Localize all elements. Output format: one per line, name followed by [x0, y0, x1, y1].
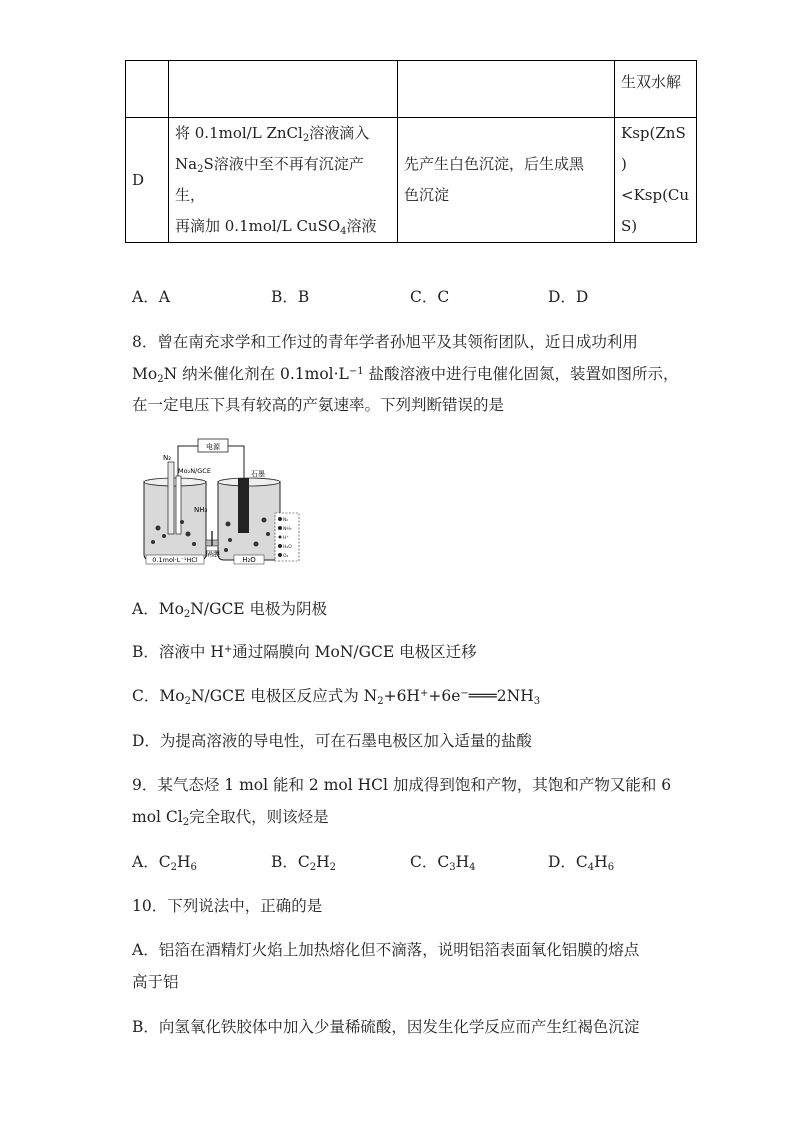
table-cell: [615, 61, 697, 118]
q8-stem-line3: 在一定电压下具有较高的产氨速率。下列判断错误的是: [132, 396, 505, 414]
table-cell: [398, 118, 615, 243]
q10-option-a-line1: A．铝箔在酒精灯火焰上加热熔化但不滴落，说明铝箔表面氧化铝膜的熔点: [132, 941, 640, 959]
svg-text:H₂O: H₂O: [283, 545, 292, 550]
q7-option-a: A．A: [132, 288, 170, 306]
nh3-label: NH₃: [194, 506, 208, 514]
conclusion-text: Ksp(ZnS ) <Ksp(Cu S): [621, 124, 690, 235]
q9-stem-line1: 9．某气态烃 1 mol 能和 2 mol HCl 加成得到饱和产物，其饱和产物又能和 6: [132, 776, 672, 794]
q9-option-c: C．$C_3H_4$: [410, 853, 476, 873]
q7-option-d: D．D: [548, 288, 589, 306]
row-label: D: [132, 170, 145, 189]
q8-option-b: B．溶液中 H+通过隔膜向 MoN/GCE 电极区迁移: [132, 643, 477, 661]
table-cell: [615, 118, 697, 243]
power-label: 电源: [206, 443, 220, 451]
q10-stem: 10．下列说法中，正确的是: [132, 897, 323, 915]
table-cell: [126, 61, 169, 118]
electrolysis-diagram: [138, 436, 300, 566]
right-electrode-label: 石墨: [251, 470, 265, 478]
svg-text:NH₃: NH₃: [283, 527, 292, 532]
svg-text:H⁺: H⁺: [283, 536, 289, 541]
q8-stem-line2: $Mo_2N$ 纳米催化剂在 $0.1mol\cdot L^{-1}$ 盐酸溶液中进行电催化固氮，装置如图所示，: [132, 365, 679, 385]
experiment-table: [125, 60, 697, 243]
table-cell: [169, 118, 398, 243]
q8-option-a: A．$Mo_2N$/GCE 电极为阴极: [132, 600, 328, 620]
left-electrode-label: Mo₂N/GCE: [178, 467, 211, 475]
table-cell: [126, 118, 169, 243]
q10-option-b: B．向氢氧化铁胶体中加入少量稀硫酸，因发生化学反应而产生红褐色沉淀: [132, 1018, 640, 1036]
membrane-label: 隔膜: [206, 550, 220, 558]
svg-text:O₂: O₂: [283, 554, 289, 559]
q7-option-b: B．B: [271, 288, 310, 306]
svg-text:N₂: N₂: [283, 518, 289, 523]
table-row: [126, 61, 697, 118]
operation-text: 将 0.1mol/L ZnCl$_2$溶液滴入 $Na_2S$溶液中至不再有沉淀产生， 再滴加 0.1mol/L CuSO$_4$溶液: [175, 124, 377, 237]
q8-option-d: D．为提高溶液的导电性，可在石墨电极区加入适量的盐酸: [132, 732, 532, 750]
q10-option-a-line2: 高于铝: [132, 973, 179, 991]
q9-stem-line2: mol $Cl_2$完全取代，则该烃是: [132, 808, 329, 828]
q9-option-b: B．$C_2H_2$: [271, 853, 337, 873]
table-cell: [169, 61, 398, 118]
q7-option-c: C．C: [410, 288, 450, 306]
table-cell: [398, 61, 615, 118]
phenomenon-text: 先产生白色沉淀，后生成黑 色沉淀: [404, 155, 585, 204]
q9-option-a: A．$C_2H_6$: [132, 853, 197, 873]
q8-stem-line1: 8．曾在南充求学和工作过的青年学者孙旭平及其领衔团队，近日成功利用: [132, 333, 638, 351]
left-solution-label: 0.1mol·L⁻¹HCl: [152, 556, 198, 564]
q8-option-c: C．$Mo_2N$/GCE 电极区反应式为 $N_2+6H^++6e^-═══2NH_3$: [132, 687, 541, 707]
conclusion-text: 生双水解: [621, 72, 682, 91]
table-row: [126, 118, 697, 243]
q9-option-d: D．$C_4H_6$: [548, 853, 615, 873]
right-solution-label: H₂O: [242, 556, 256, 564]
n2-label: N₂: [163, 454, 172, 462]
